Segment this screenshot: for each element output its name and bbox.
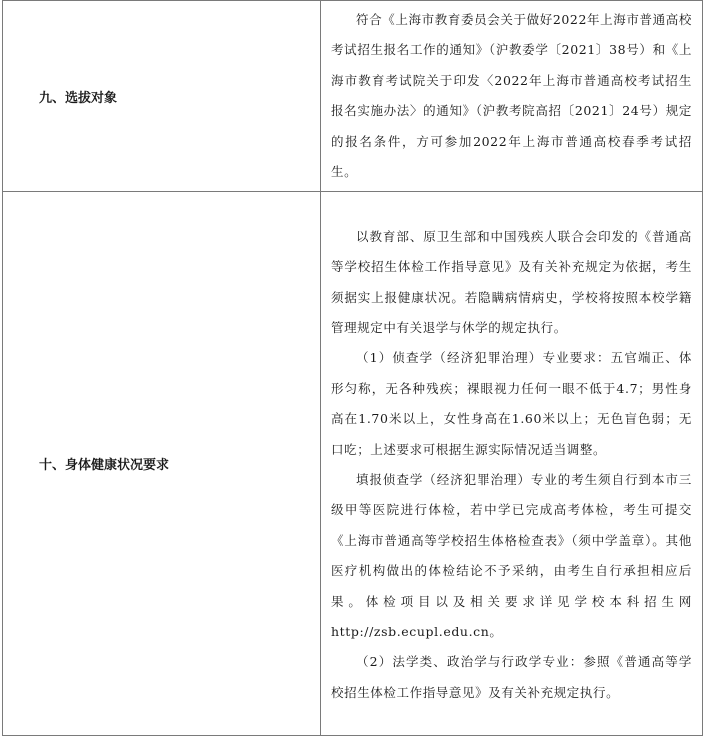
- row-label-health-requirements: 十、身体健康状况要求: [3, 192, 321, 736]
- requirements-table: [2, 0, 703, 736]
- paragraph: 填报侦查学（经济犯罪治理）专业的考生须自行到本市三级甲等医院进行体检，若中学已完成高考体检，考生可提交《上海市普通高等学校招生体格检查表》（须中学盖章）。其他医疗机构做出的体检结论不予采纳，由考生自行承担相应后果。体检项目以及相关要求详见学校本科招生网http://zsb.ecupl.edu.cn。: [331, 471, 692, 639]
- row-content-selection-targets: [321, 1, 703, 192]
- paragraph: 符合《上海市教育委员会关于做好2022年上海市普通高校考试招生报名工作的通知》（沪教委学〔2021〕38号）和《上海市教育考试院关于印发〈2022年上海市普通高校考试招生报名实施办法〉的通知》（沪教考院高招〔2021〕24号）规定的报名条件，方可参加2022年上海市普通高校春季考试招生。: [331, 12, 692, 180]
- paragraph: （1）侦查学（经济犯罪治理）专业要求：五官端正、体形匀称，无各种残疾；裸眼视力任何一眼不低于4.7；男性身高在1.70米以上，女性身高在1.60米以上；无色盲色弱；无口吃；上述要求可根据生源实际情况适当调整。: [331, 350, 692, 457]
- table-row: [3, 1, 703, 192]
- paragraph: （2）法学类、政治学与行政学专业：参照《普通高等学校招生体检工作指导意见》及有关补充规定执行。: [331, 654, 692, 700]
- table-row: [3, 192, 703, 736]
- paragraph: 以教育部、原卫生部和中国残疾人联合会印发的《普通高等学校招生体检工作指导意见》及有关补充规定为依据，考生须据实上报健康状况。若隐瞒病情病史，学校将按照本校学籍管理规定中有关退学与休学的规定执行。: [331, 228, 692, 335]
- row-label-selection-targets: 九、选拔对象: [3, 1, 321, 192]
- row-content-health-requirements: [321, 192, 703, 736]
